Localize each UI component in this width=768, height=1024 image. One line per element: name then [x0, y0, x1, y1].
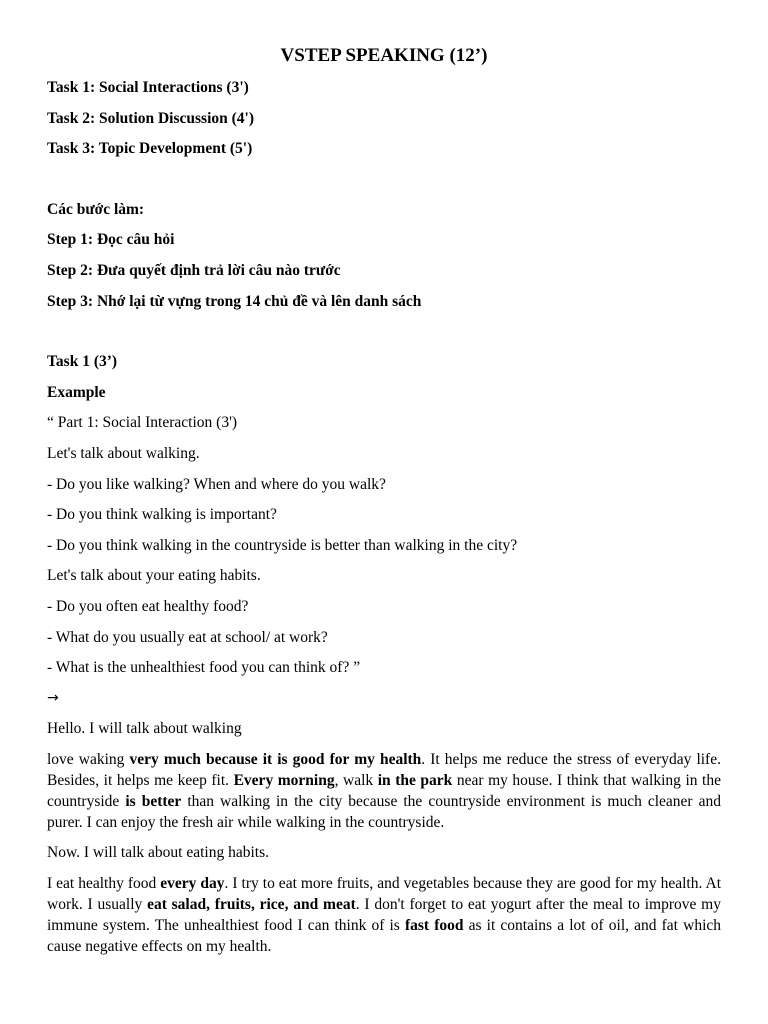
answer-text: near my house. I think that walking in the countryside [47, 771, 721, 810]
task-line-3: Task 3: Topic Development (5') [47, 140, 253, 158]
answer-emphasis: is better [125, 792, 182, 810]
blank-line [47, 169, 721, 199]
answer-text: , walk [334, 771, 378, 789]
answer-emphasis: very much because it is good for my health [129, 750, 422, 768]
answer-paragraph-walking [47, 749, 721, 833]
answer-text: . I try to eat more fruits, and vegetables because they are good for my health. At work. I usually [47, 875, 721, 914]
prompt-line: - Do you often eat healthy food? [47, 597, 249, 615]
example-label: Example [47, 383, 106, 401]
prompt-line: Let's talk about walking. [47, 444, 200, 462]
document-page [47, 44, 721, 967]
prompt-line: - Do you like walking? When and where do you walk? [47, 475, 386, 493]
answer-emphasis: every day [160, 875, 225, 893]
prompt-line: - Do you think walking is important? [47, 506, 277, 524]
answer-text: . I don't forget to eat yogurt after the meal to improve my immune system. The unhealthiest food I can think of is [47, 896, 721, 935]
prompt-line: - Do you think walking in the countryside is better than walking in the city? [47, 536, 518, 554]
step-line-2: Step 2: Đưa quyết định trả lời câu nào trước [47, 261, 341, 279]
prompt-line: - What do you usually eat at school/ at work? [47, 628, 328, 646]
prompt-line: Let's talk about your eating habits. [47, 567, 261, 585]
prompt-line: - What is the unhealthiest food you can think of? ” [47, 659, 361, 677]
step-line-3: Step 3: Nhớ lại từ vựng trong 14 chủ đề và lên danh sách [47, 292, 422, 310]
answer-emphasis: Every morning [233, 771, 335, 789]
answer-intro-eating: Now. I will talk about eating habits. [47, 844, 269, 862]
answer-text: I eat healthy food [47, 875, 161, 893]
task1-heading: Task 1 (3’) [47, 353, 118, 371]
answer-text: than walking in the city because the countryside environment is much cleaner and purer. I can enjoy the fresh air while walking in the countryside. [47, 792, 721, 831]
step-line-1: Step 1: Đọc câu hỏi [47, 231, 175, 249]
prompt-line: “ Part 1: Social Interaction (3') [47, 414, 238, 432]
arrow-icon: → [47, 689, 59, 706]
answer-emphasis: fast food [404, 917, 464, 935]
blank-line [47, 321, 721, 351]
task-line-1: Task 1: Social Interactions (3') [47, 79, 249, 96]
page-title: VSTEP SPEAKING (12’) [280, 45, 488, 66]
answer-emphasis: eat salad, fruits, rice, and meat [147, 896, 356, 914]
steps-heading: Các bước làm: [47, 200, 145, 218]
answer-emphasis: in the park [377, 771, 453, 789]
answer-text: as it contains a lot of oil, and fat which cause negative effects on my health. [47, 917, 722, 956]
answer-text: . It helps me reduce the stress of everyday life. Besides, it helps me keep fit. [47, 750, 721, 789]
task-line-2: Task 2: Solution Discussion (4') [47, 109, 255, 127]
answer-intro-walking: Hello. I will talk about walking [47, 720, 242, 738]
answer-paragraph-eating [47, 873, 721, 957]
answer-text: love waking [47, 750, 130, 768]
